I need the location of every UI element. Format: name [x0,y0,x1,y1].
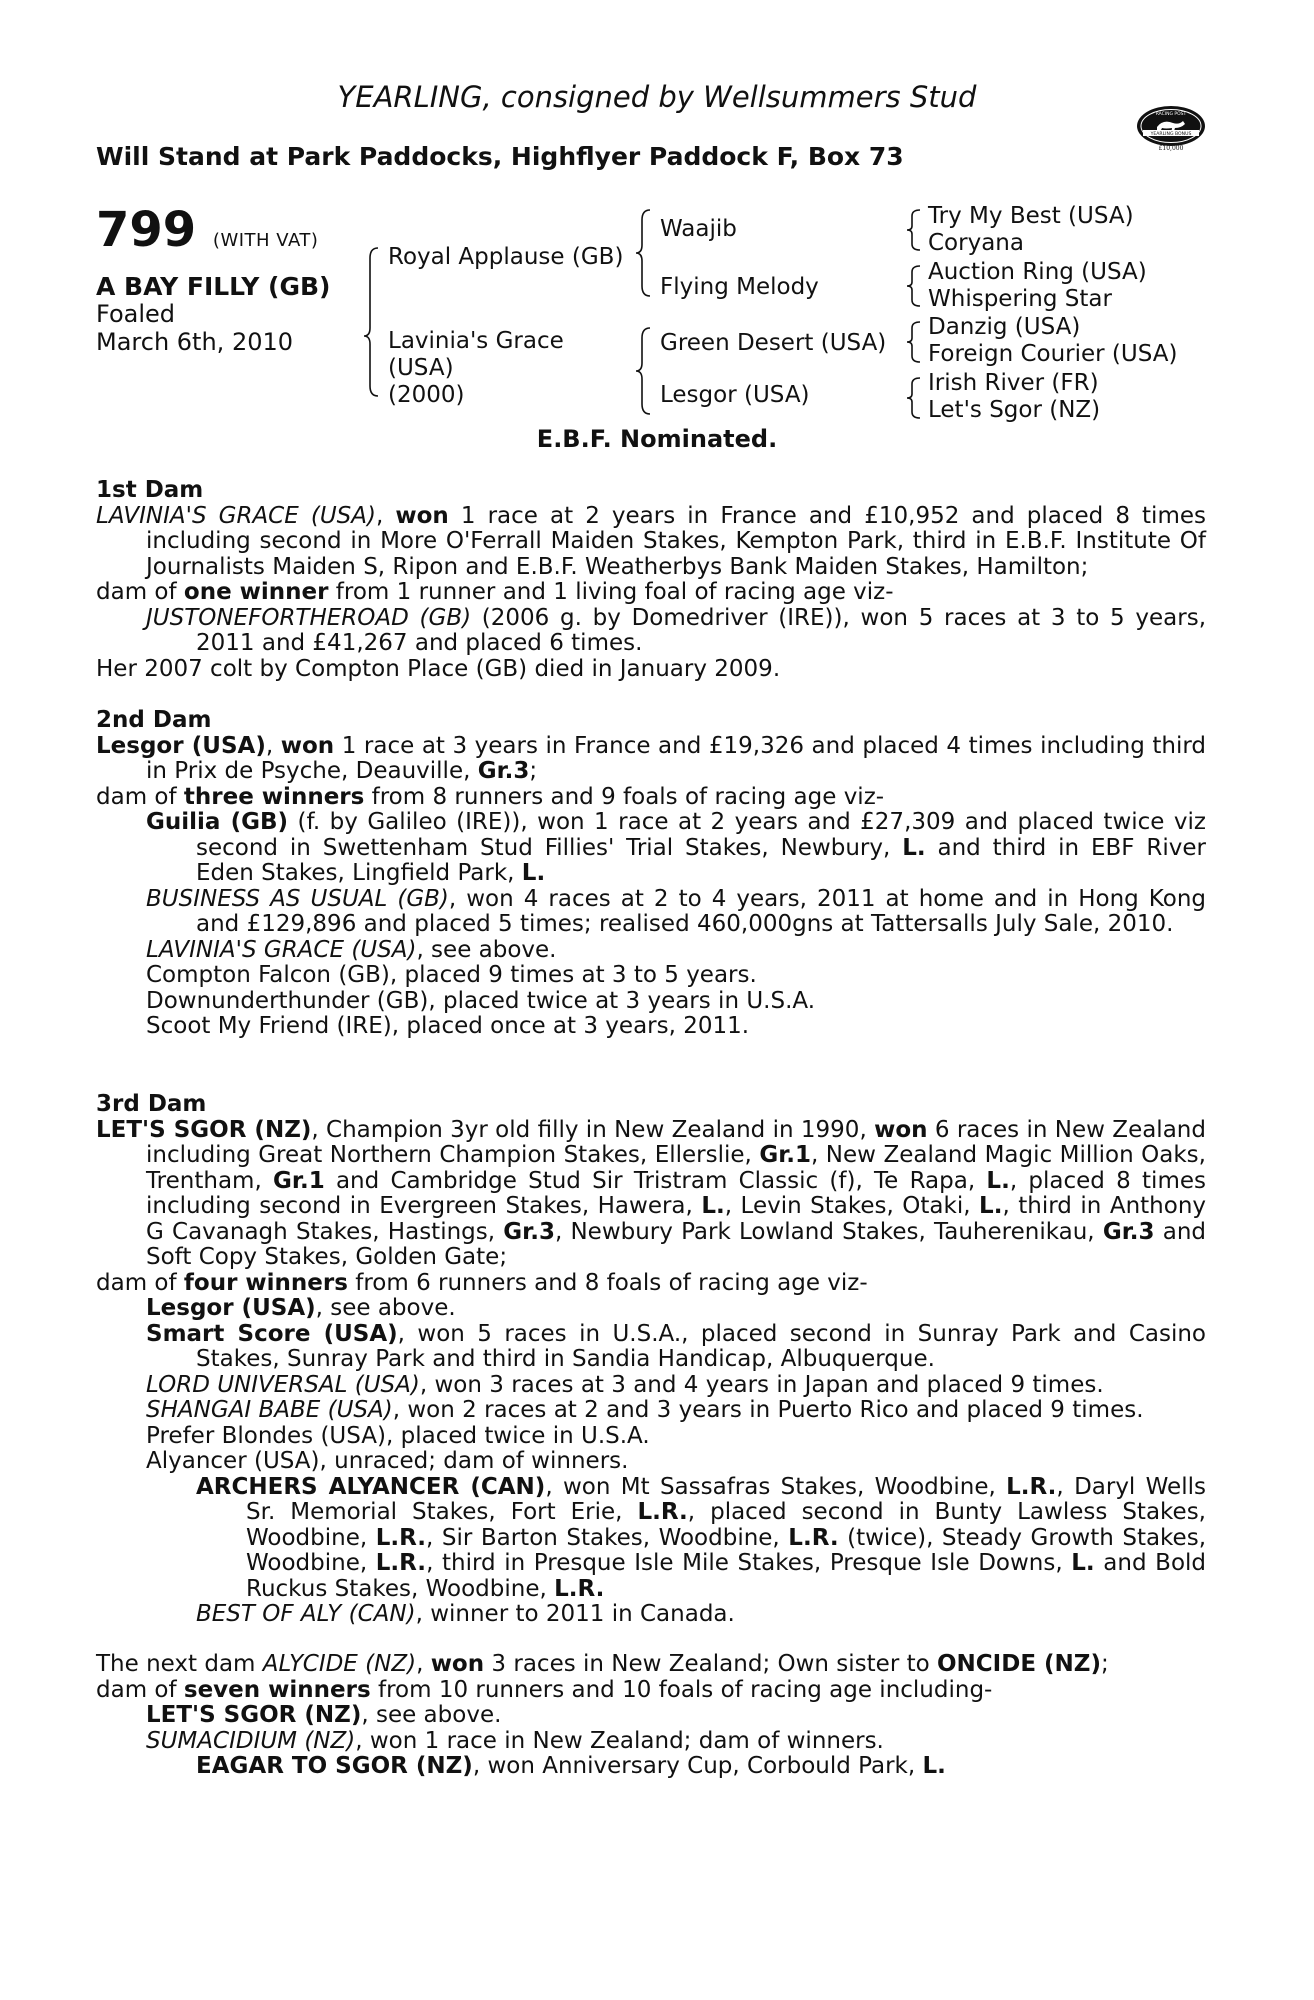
second-dam-produce-item: Compton Falcon (GB), placed 9 times at 3 to 5 years. [146,962,757,988]
svg-text:YEARLING BONUS: YEARLING BONUS [1150,131,1192,137]
vat-note: (WITH VAT) [212,230,319,251]
second-dam-produce-item: LAVINIA'S GRACE (USA), see above. [146,936,557,963]
pedigree-gen4-8: Let's Sgor (NZ) [928,397,1101,423]
second-dam-record: Lesgor (USA), won 1 race at 3 years in France and £19,326 and placed 4 times including third in Prix de Psyche, Deauville, Gr.3; [96,732,1207,784]
third-dam-produce-item: Smart Score (USA), won 5 races in U.S.A., placed second in Sunray Park and Casino Stakes, Sunray Park and third in Sandia Handicap, Albuquerque. [146,1320,1206,1372]
ebf-nominated: E.B.F. Nominated. [536,425,778,453]
svg-text:£10,000: £10,000 [1158,145,1184,152]
third-dam-produce-summary: dam of four winners from 6 runners and 8 foals of racing age viz- [96,1269,868,1296]
first-dam-produce-item: JUSTONEFORTHEROAD (GB) (2006 g. by Domedriver (IRE)), won 5 races at 3 to 5 years, 2011 and £41,267 and placed 6 times. [146,604,1206,656]
pedigree-gen4-4: Whispering Star [928,286,1112,312]
pedigree-gen3-4: Lesgor (USA) [660,382,810,408]
pedigree-dam-line-2: (USA) [388,355,454,381]
svg-text:RACING POST: RACING POST [1155,112,1187,117]
next-dam-section [96,1652,1206,1780]
pedigree-gen4-5: Danzig (USA) [928,314,1081,340]
third-dam-produce-item: SHANGAI BABE (USA), won 2 races at 2 and 3 years in Puerto Rico and placed 9 times. [146,1397,1144,1423]
second-dam-produce-item: Guilia (GB) (f. by Galileo (IRE)), won 1 race at 2 years and £27,309 and placed twice viz second in Swettenham Stud Fillies' Trial Stakes, Newbury, L. and third in EBF River Eden Stakes, Lingfield Park, L. [146,809,1206,886]
second-dam-produce-item: BUSINESS AS USUAL (GB), won 4 races at 2 to 4 years, 2011 at home and in Hong Kong and £129,896 and placed 5 times; realised 460,000gns at Tattersalls July Sale, 2010. [146,885,1206,937]
third-dam-produce-item: LORD UNIVERSAL (USA), won 3 races at 3 and 4 years in Japan and placed 9 times. [146,1371,1104,1398]
second-dam-produce-item: Downunderthunder (GB), placed twice at 3 years in U.S.A. [146,987,816,1014]
second-dam-produce-summary: dam of three winners from 8 runners and 9 foals of racing age viz- [96,783,885,810]
foaled-date: March 6th, 2010 [96,328,294,356]
pedigree-gen4-1: Try My Best (USA) [928,203,1134,229]
stand-location: Will Stand at Park Paddocks, Highflyer Paddock F, Box 73 [96,142,904,171]
third-dam-heading: 3rd Dam [96,1091,207,1117]
first-dam-record: LAVINIA'S GRACE (USA), won 1 race at 2 years in France and £10,952 and placed 8 times including second in More O'Ferrall Maiden Stakes, Kempton Park, third in E.B.F. Institute Of Journalists Maiden S, Ripon and E.B.F. Weatherbys Bank Maiden Stakes, Hamilton; [96,502,1206,580]
page-title: YEARLING, consigned by Wellsummers Stud [337,80,977,114]
first-dam-produce-summary: dam of one winner from 1 runner and 1 living foal of racing age viz- [96,579,894,605]
third-dam-produce-item: Prefer Blondes (USA), placed twice in U.S.A. [146,1422,650,1449]
second-dam-section [96,708,1206,1040]
third-dam-produce-item: Alyancer (USA), unraced; dam of winners. [146,1448,629,1474]
pedigree-gen4-2: Coryana [928,230,1024,256]
pedigree-gen3-2: Flying Melody [660,274,819,300]
pedigree-dam-line-1: Lavinia's Grace [388,328,564,354]
third-dam-section [96,1092,1206,1628]
third-dam-grandproduce-item: ARCHERS ALYANCER (CAN), won Mt Sassafras Stakes, Woodbine, L.R., Daryl Wells Sr. Memorial Stakes, Fort Erie, L.R., placed second in Bunty Lawless Stakes, Woodbine, L.R., Sir Barton Stakes, Woodbine, L.R. (twice), Steady Growth Stakes, Woodbine, L.R., third in Presque Isle Mile Stakes, Presque Isle Downs, L. and Bold Ruckus Stakes, Woodbine, L.R. [196,1473,1207,1602]
next-dam-produce-item: SUMACIDIUM (NZ), won 1 race in New Zealand; dam of winners. [146,1727,884,1754]
next-dam-grandproduce-item: EAGAR TO SGOR (NZ), won Anniversary Cup, Corbould Park, L. [196,1753,946,1779]
third-dam-produce-item: Lesgor (USA), see above. [146,1295,456,1321]
next-dam-produce-summary: dam of seven winners from 10 runners and 10 foals of racing age including- [96,1676,993,1703]
second-dam-produce-item: Scoot My Friend (IRE), placed once at 3 years, 2011. [146,1013,750,1039]
third-dam-grandproduce-item: BEST OF ALY (CAN), winner to 2011 in Canada. [196,1601,735,1627]
first-dam-note: Her 2007 colt by Compton Place (GB) died in January 2009. [96,655,781,682]
lot-name: A BAY FILLY (GB) [96,272,331,301]
pedigree-gen4-7: Irish River (FR) [928,370,1099,396]
pedigree-gen4-3: Auction Ring (USA) [928,259,1147,285]
lot-number: 799 (WITH VAT) [96,202,319,258]
next-dam-produce-item: LET'S SGOR (NZ), see above. [146,1702,502,1728]
pedigree-gen3-3: Green Desert (USA) [660,330,887,356]
pedigree-sire: Royal Applause (GB) [388,244,624,270]
next-dam-record: The next dam ALYCIDE (NZ), won 3 races in New Zealand; Own sister to ONCIDE (NZ); [96,1651,1109,1677]
pedigree-gen4-6: Foreign Courier (USA) [928,341,1178,367]
first-dam-section [96,478,1206,682]
foaled-label: Foaled [96,300,176,328]
pedigree-dam-line-3: (2000) [388,382,465,408]
third-dam-record: LET'S SGOR (NZ), Champion 3yr old filly in New Zealand in 1990, won 6 races in New Zealand including Great Northern Champion Stakes, Ellerslie, Gr.1, New Zealand Magic Million Oaks, Trentham, Gr.1 and Cambridge Stud Sir Tristram Classic (f), Te Rapa, L., placed 8 times including second in Evergreen Stakes, Hawera, L., Levin Stakes, Otaki, L., third in Anthony G Cavanagh Stakes, Hastings, Gr.3, Newbury Park Lowland Stakes, Tauherenikau, Gr.3 and Soft Copy Stakes, Golden Gate; [96,1116,1207,1270]
pedigree-gen3-1: Waajib [660,216,737,242]
second-dam-heading: 2nd Dam [96,707,212,733]
first-dam-heading: 1st Dam [96,477,204,503]
